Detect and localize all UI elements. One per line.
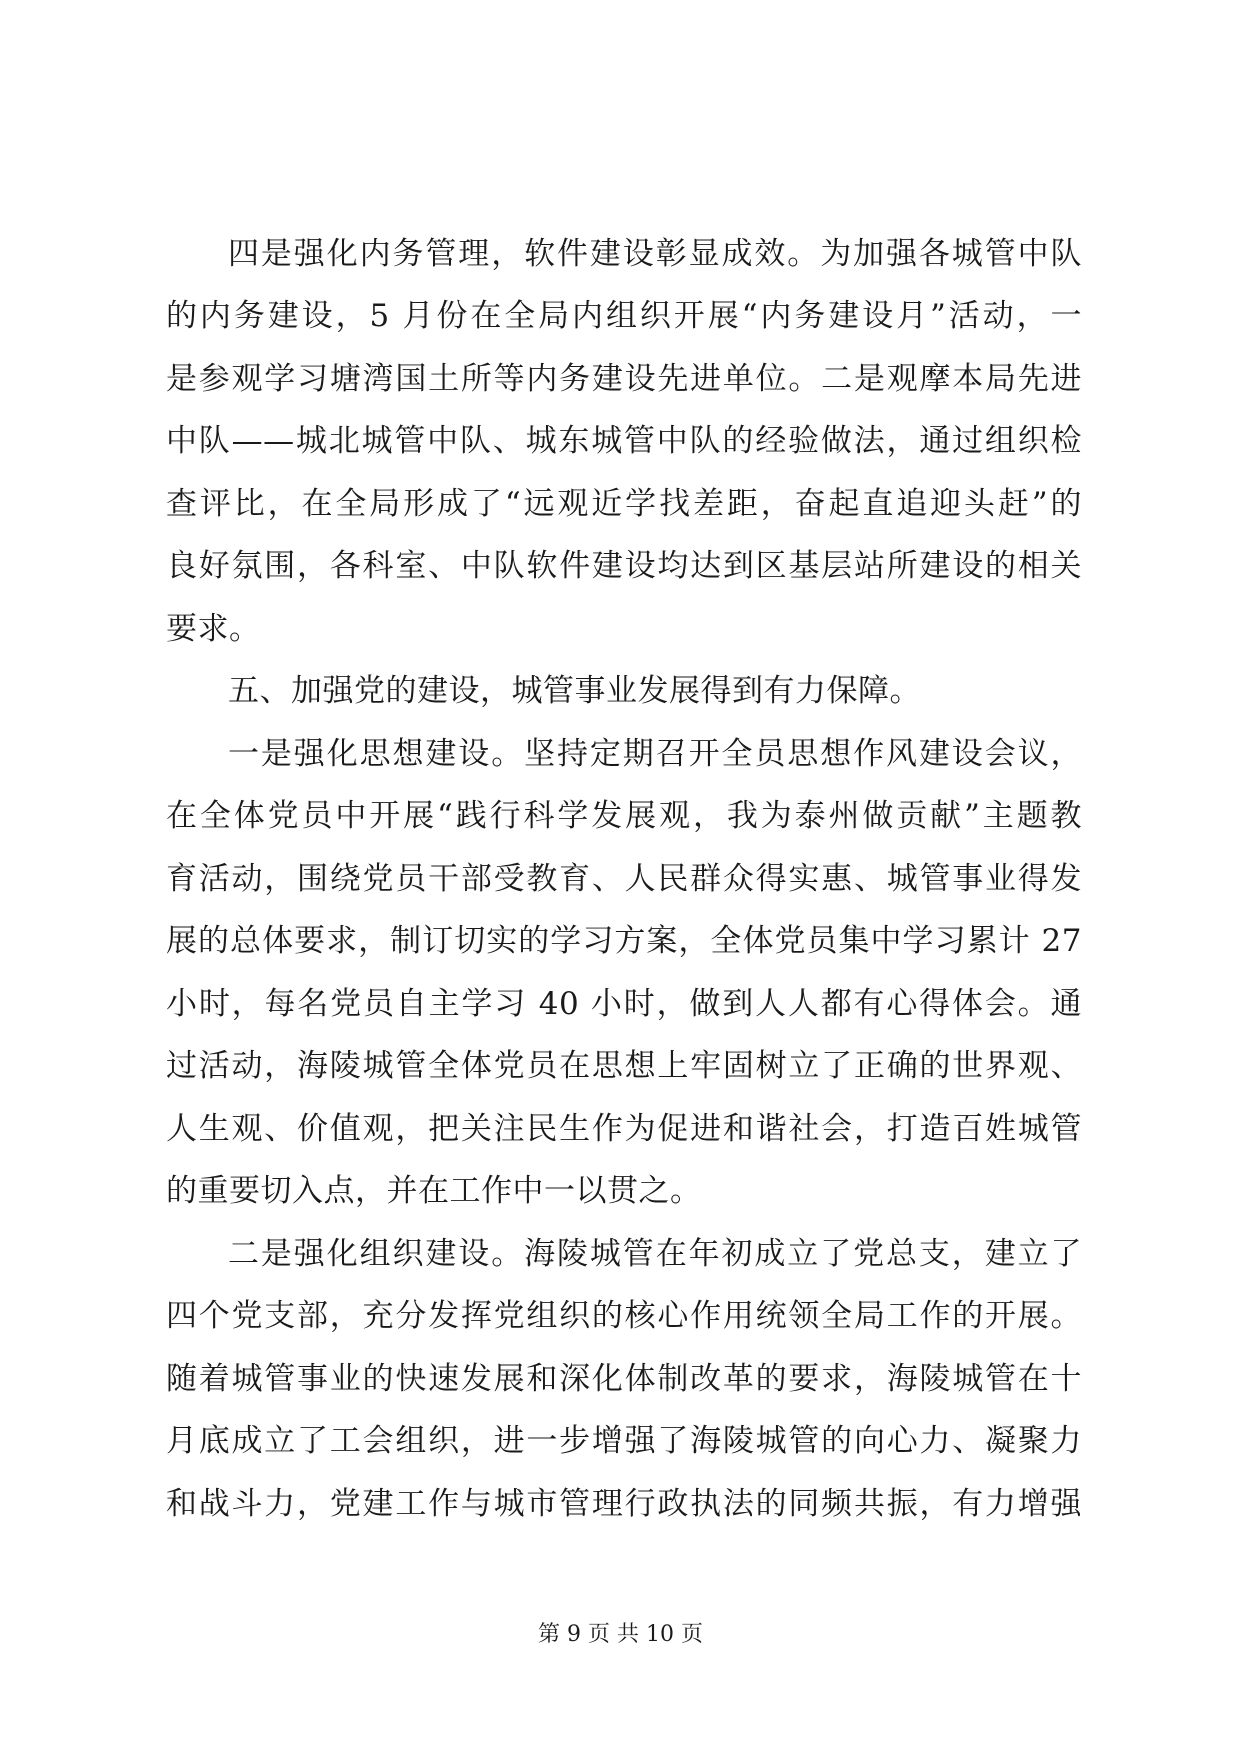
paragraph-line: 月底成立了工会组织，进一步增强了海陵城管的向心力、凝聚力 bbox=[166, 1423, 1082, 1459]
paragraph-line: 要求。 bbox=[166, 611, 261, 647]
paragraph-line: 小时，每名党员自主学习 40 小时，做到人人都有心得体会。通 bbox=[166, 986, 1082, 1022]
paragraph-line: 过活动，海陵城管全体党员在思想上牢固树立了正确的世界观、 bbox=[166, 1048, 1082, 1084]
paragraph-line: 在全体党员中开展“践行科学发展观，我为泰州做贡献”主题教 bbox=[166, 798, 1082, 834]
page-footer: 第 9 页 共 10 页 bbox=[538, 1622, 703, 1647]
paragraph-line: 的内务建设，5 月份在全局内组织开展“内务建设月”活动，一 bbox=[166, 298, 1082, 334]
paragraph-line: 一是强化思想建设。坚持定期召开全员思想作风建设会议， bbox=[228, 736, 1082, 772]
paragraph-line: 四是强化内务管理，软件建设彰显成效。为加强各城管中队 bbox=[228, 236, 1082, 272]
paragraph-line: 人生观、价值观，把关注民生作为促进和谐社会，打造百姓城管 bbox=[166, 1111, 1082, 1147]
paragraph-line: 查评比，在全局形成了“远观近学找差距，奋起直追迎头赶”的 bbox=[166, 486, 1082, 522]
paragraph-line: 随着城管事业的快速发展和深化体制改革的要求，海陵城管在十 bbox=[166, 1361, 1082, 1397]
paragraph-line: 中队——城北城管中队、城东城管中队的经验做法，通过组织检 bbox=[166, 423, 1082, 459]
paragraph-line: 二是强化组织建设。海陵城管在年初成立了党总支，建立了 bbox=[228, 1236, 1082, 1272]
paragraph-line: 的重要切入点，并在工作中一以贯之。 bbox=[166, 1173, 702, 1209]
paragraph-line: 良好氛围，各科室、中队软件建设均达到区基层站所建设的相关 bbox=[166, 548, 1082, 584]
paragraph-line: 是参观学习塘湾国土所等内务建设先进单位。二是观摩本局先进 bbox=[166, 361, 1082, 397]
paragraph-line: 展的总体要求，制订切实的学习方案，全体党员集中学习累计 27 bbox=[166, 923, 1082, 959]
paragraph-line: 育活动，围绕党员干部受教育、人民群众得实惠、城管事业得发 bbox=[166, 861, 1082, 897]
paragraph-line: 和战斗力，党建工作与城市管理行政执法的同频共振，有力增强 bbox=[166, 1486, 1082, 1522]
paragraph-line: 四个党支部，充分发挥党组织的核心作用统领全局工作的开展。 bbox=[166, 1298, 1082, 1334]
section-heading: 五、加强党的建设，城管事业发展得到有力保障。 bbox=[228, 673, 921, 709]
